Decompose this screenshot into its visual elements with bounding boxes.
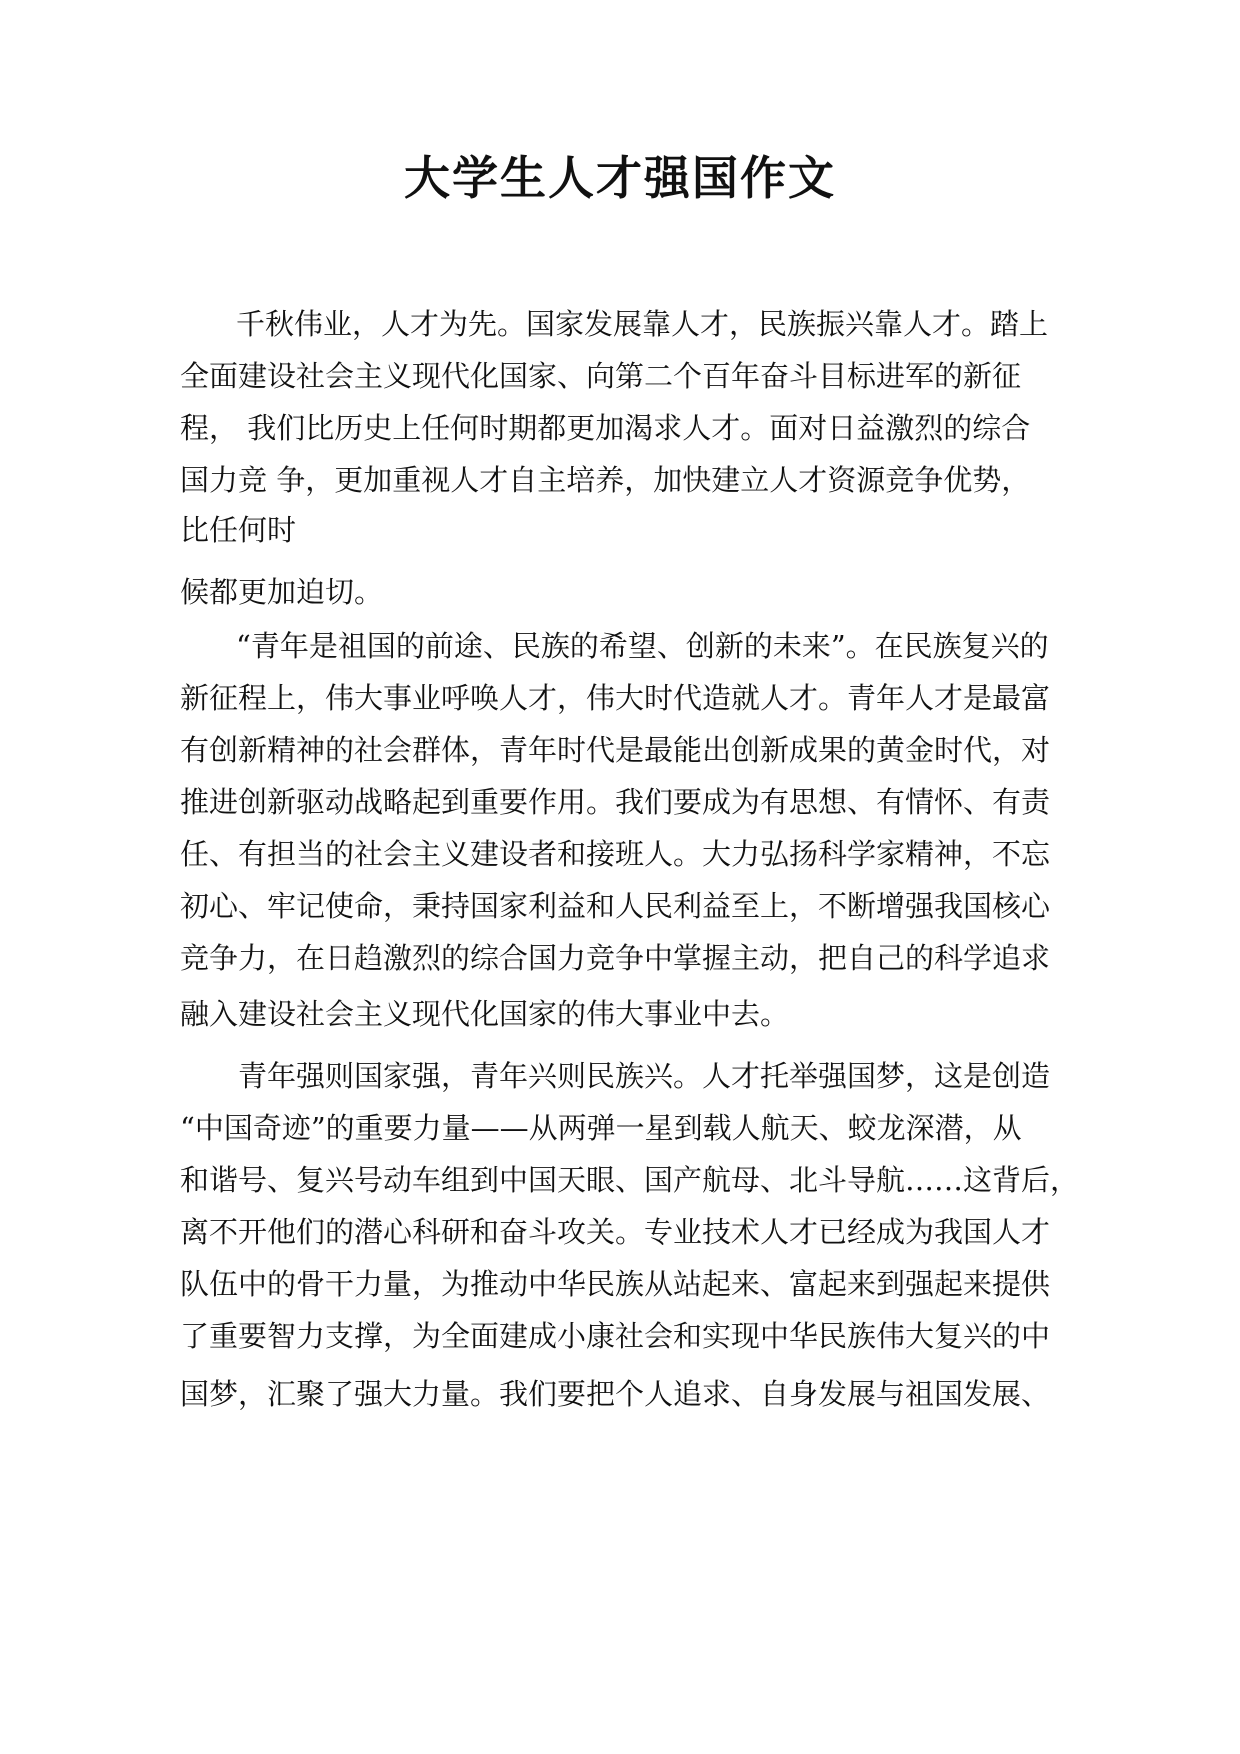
paragraph-line: 离不开他们的潜心科研和奋斗攻关。专业技术人才已经成为我国人才 bbox=[180, 1215, 1051, 1249]
paragraph-line: 推进创新驱动战略起到重要作用。我们要成为有思想、有情怀、有责 bbox=[180, 785, 1051, 819]
paragraph-line: 有创新精神的社会群体，青年时代是最能出创新成果的黄金时代，对 bbox=[180, 733, 1051, 767]
paragraph-line: 初心、牢记使命，秉持国家利益和人民利益至上，不断增强我国核心 bbox=[180, 889, 1051, 923]
paragraph-line: 候都更加迫切。 bbox=[180, 575, 384, 609]
paragraph-line: “青年是祖国的前途、民族的希望、创新的未来”。在民族复兴的 bbox=[236, 629, 1049, 663]
paragraph-line: 竞争力，在日趋激烈的综合国力竞争中掌握主动，把自己的科学追求 bbox=[180, 941, 1051, 975]
paragraph-line: 国力竞 争，更加重视人才自主培养，加快建立人才资源竞争优势， bbox=[180, 463, 1031, 497]
paragraph-line: 程， 我们比历史上任何时期都更加渴求人才。面对日益激烈的综合 bbox=[180, 411, 1031, 445]
paragraph-line: 新征程上，伟大事业呼唤人才，伟大时代造就人才。青年人才是最富 bbox=[180, 681, 1051, 715]
paragraph-line: 比任何时 bbox=[180, 513, 297, 547]
paragraph-line: “中国奇迹”的重要力量——从两弹一星到载人航天、蛟龙深潜，从 bbox=[180, 1111, 1022, 1145]
paragraph-line: 队伍中的骨干力量，为推动中华民族从站起来、富起来到强起来提供 bbox=[180, 1267, 1051, 1301]
paragraph-line: 了重要智力支撑，为全面建成小康社会和实现中华民族伟大复兴的中 bbox=[180, 1319, 1051, 1353]
paragraph-line: 和谐号、复兴号动车组到中国天眼、国产航母、北斗导航……这背后， bbox=[180, 1163, 1080, 1197]
paragraph-line: 融入建设社会主义现代化国家的伟大事业中去。 bbox=[180, 997, 790, 1031]
paragraph-line: 青年强则国家强，青年兴则民族兴。人才托举强国梦，这是创造 bbox=[238, 1059, 1051, 1093]
paragraph-line: 全面建设社会主义现代化国家、向第二个百年奋斗目标进军的新征 bbox=[180, 359, 1022, 393]
paragraph-line: 国梦，汇聚了强大力量。我们要把个人追求、自身发展与祖国发展、 bbox=[180, 1377, 1051, 1411]
paragraph-line: 千秋伟业，人才为先。国家发展靠人才，民族振兴靠人才。踏上 bbox=[236, 307, 1049, 341]
paragraph-line: 任、有担当的社会主义建设者和接班人。大力弘扬科学家精神，不忘 bbox=[180, 837, 1051, 871]
document-title: 大学生人才强国作文 bbox=[404, 151, 836, 205]
